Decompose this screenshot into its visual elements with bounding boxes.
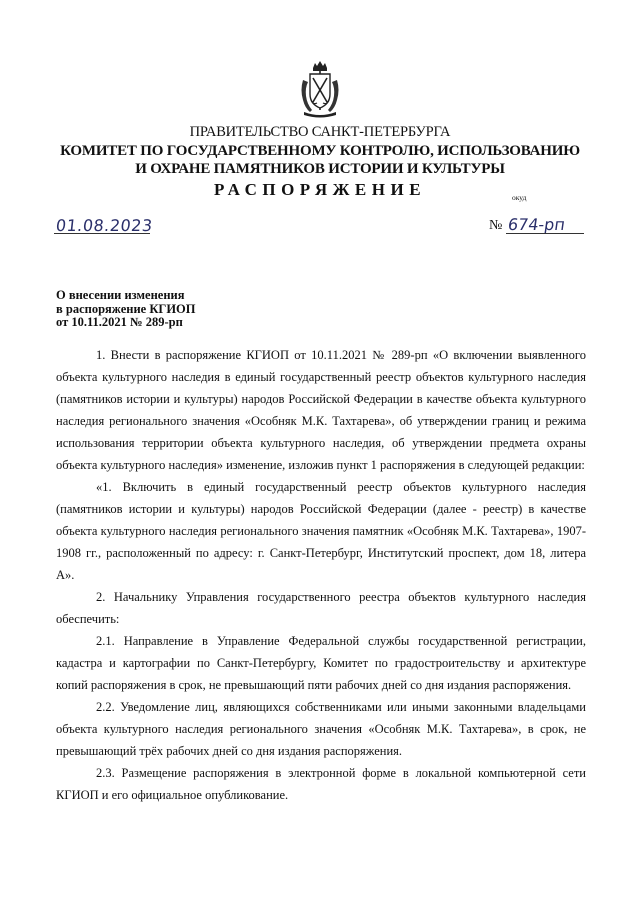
number-sign: № [489,218,503,233]
document-body [56,344,586,806]
subject-line-2: в распоряжение КГИОП [56,301,196,316]
government-name: ПРАВИТЕЛЬСТВО САНКТ-ПЕТЕРБУРГА [189,124,451,140]
document-subject [56,289,196,330]
committee-name-line-1: КОМИТЕТ ПО ГОСУДАРСТВЕННОМУ КОНТРОЛЮ, ИСПОЛЬЗОВАНИЮ [60,143,580,159]
okud-label: окуд [512,193,527,202]
paragraph-2-2: 2.2. Уведомление лиц, являющихся собственниками или иными законными владельцами объекта культурного наследия регионального значения «Особняк М.К. Тахтарева», в срок, не превышающий трёх рабочих дней со дня издания распоряжения. [56,700,586,758]
date-underline [54,233,150,234]
saint-petersburg-coat-of-arms-icon [298,60,342,118]
document-type: РАСПОРЯЖЕНИЕ [213,180,427,199]
paragraph-2: 2. Начальнику Управления государственного реестра объектов культурного наследия обеспечить: [56,590,586,626]
subject-line-1: О внесении изменения [56,288,185,302]
subject-line-3: от 10.11.2021 № 289-рп [56,315,183,329]
committee-name-line-2: И ОХРАНЕ ПАМЯТНИКОВ ИСТОРИИ И КУЛЬТУРЫ [135,161,505,177]
handwritten-document-number: 674-рп [506,215,567,234]
paragraph-2-3: 2.3. Размещение распоряжения в электронной форме в локальной компьютерной сети КГИОП и его официальное опубликование. [56,766,586,802]
paragraph-2-1: 2.1. Направление в Управление Федеральной службы государственной регистрации, кадастра и картографии по Санкт-Петербургу, Комитет по градостроительству и архитектуре копий распоряжения в срок, не превышающий пяти рабочих дней со дня издания распоряжения. [56,634,586,692]
paragraph-quoted-item-1: «1. Включить в единый государственный реестр объектов культурного наследия (памятников истории и культуры) народов Российской Федерации (далее - реестр) в качестве объекта культурного наследия регионального значения памятник «Особняк М.К. Тахтарева», 1907-1908 гг., расположенный по адресу: г. Санкт-Петербург, Институтский проспект, дом 18, литера А». [56,480,586,582]
handwritten-date: 01.08.2023 [55,216,154,235]
number-underline [506,233,584,234]
paragraph-1: 1. Внести в распоряжение КГИОП от 10.11.2021 № 289-рп «О включении выявленного объекта культурного наследия в единый государственный реестр объектов культурного наследия (памятников истории и культуры) народов Российской Федерации в качестве объекта культурного наследия регионального значения «Особняк М.К. Тахтарева», об утверждении границ и режима использования территории объекта культурного наследия, об утверждении предмета охраны объекта культурного наследия» изменение, изложив пункт 1 распоряжения в следующей редакции: [56,348,586,472]
